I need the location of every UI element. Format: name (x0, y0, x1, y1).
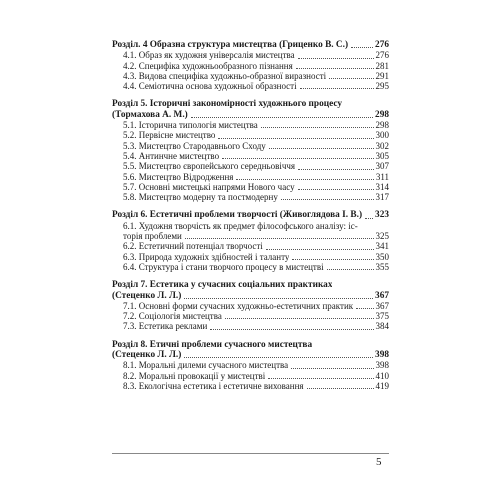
leader-dots (298, 168, 373, 170)
section-page-number: 298 (375, 109, 389, 120)
section-title[interactable] (112, 350, 389, 360)
leader-dots (300, 87, 374, 89)
entry-page-number: 410 (375, 370, 389, 381)
toc-entry[interactable] (112, 241, 389, 251)
section-title-text: (Стеценко Л. Л.) (112, 350, 182, 361)
toc-section (112, 99, 389, 202)
leader-dots (292, 258, 373, 260)
entry-page-number: 307 (375, 161, 389, 172)
leader-dots (298, 57, 374, 59)
entry-page-number: 291 (375, 70, 389, 81)
toc-entry-text: 6.1. Художня творчість як предмет філософського аналізу: іс- (123, 220, 358, 231)
entry-page-number: 300 (375, 130, 389, 141)
section-title[interactable] (112, 340, 389, 350)
entry-page-number: 350 (375, 251, 389, 262)
leader-dots (351, 46, 373, 48)
toc-entry[interactable] (112, 301, 389, 311)
toc-entry[interactable] (112, 221, 389, 231)
toc-entry[interactable] (112, 321, 389, 331)
entry-page-number: 276 (375, 50, 389, 61)
toc-entry[interactable] (112, 81, 389, 91)
section-title[interactable] (112, 210, 389, 220)
toc-entry-text: 5.6. Мистецтво Відродження (123, 171, 234, 182)
section-title[interactable] (112, 40, 389, 50)
page-number: 5 (376, 456, 382, 468)
toc-entry[interactable] (112, 381, 389, 391)
entry-page-number: 325 (375, 231, 389, 242)
leader-dots (218, 137, 373, 139)
leader-dots (327, 268, 374, 270)
toc-entry-text: 7.3. Естетика реклами (123, 321, 208, 332)
leader-dots (296, 67, 374, 69)
table-of-contents (112, 40, 389, 399)
leader-dots (184, 356, 373, 358)
toc-entry-text: 4.3. Видова специфіка художньо-образної виразності (123, 70, 327, 81)
toc-entry-text: 5.3. Мистецтво Стародавнього Сходу (123, 140, 266, 151)
toc-section (112, 280, 389, 331)
toc-entry-text: 6.3. Природа художніх здібностей і таланту (123, 251, 290, 262)
leader-dots (269, 147, 374, 149)
toc-entry[interactable] (112, 120, 389, 130)
section-title-text: Розділ 5. Історичні закономірності художнього процесу (112, 99, 342, 110)
toc-section (112, 40, 389, 91)
section-title-text: (Тормахова А. М.) (112, 109, 188, 120)
toc-entry[interactable] (112, 231, 389, 241)
leader-dots (191, 116, 373, 118)
leader-dots (236, 178, 373, 180)
leader-dots (365, 217, 373, 219)
toc-entry-text: 4.4. Семіотична основа художньої образності (123, 81, 297, 92)
leader-dots (268, 377, 373, 379)
leader-dots (184, 297, 373, 299)
toc-entry[interactable] (112, 311, 389, 321)
footer-rule (112, 453, 389, 454)
entry-page-number: 281 (375, 60, 389, 71)
entry-page-number: 314 (375, 181, 389, 192)
toc-entry[interactable] (112, 172, 389, 182)
section-title-text: Розділ 6. Естетичні проблеми творчості (Живоглядова І. В.) (112, 210, 363, 221)
leader-dots (356, 307, 373, 309)
leader-dots (185, 237, 374, 239)
toc-entry[interactable] (112, 141, 389, 151)
toc-section (112, 210, 389, 272)
section-title[interactable] (112, 99, 389, 109)
toc-entry-text: 5.2. Первісне мистецтво (123, 130, 216, 141)
toc-entry-text: 5.1. Історична типологія мистецтва (123, 120, 258, 131)
toc-entry[interactable] (112, 50, 389, 60)
section-title-text: (Стеценко Л. Л.) (112, 290, 182, 301)
entry-page-number: 302 (375, 140, 389, 151)
leader-dots (266, 248, 374, 250)
toc-section (112, 340, 389, 391)
section-title-text: Розділ. 4 Образна структура мистецтва (Гриценко В. С.) (112, 40, 349, 50)
toc-entry[interactable] (112, 61, 389, 71)
leader-dots (210, 328, 373, 330)
toc-entry-text: 4.1. Образ як художня універсалія мистецтва (123, 50, 295, 61)
toc-entry-text: 5.4. Антинчне мистецтво (123, 150, 220, 161)
toc-entry[interactable] (112, 151, 389, 161)
toc-entry-text: 7.2. Соціологія мистецтва (123, 311, 222, 322)
toc-entry[interactable] (112, 252, 389, 262)
toc-entry-text: 6.4. Структура і стани творчого процесу в мистецтві (123, 261, 324, 272)
entry-page-number: 298 (375, 120, 389, 131)
toc-entry-text: 8.2. Моральні провокації у мистецтві (123, 370, 266, 381)
leader-dots (298, 188, 374, 190)
entry-page-number: 317 (375, 192, 389, 203)
leader-dots (222, 157, 373, 159)
section-page-number: 323 (375, 210, 389, 221)
section-title-text: Розділ 8. Етичні проблеми сучасного мистецтва (112, 339, 313, 350)
section-title[interactable] (112, 280, 389, 290)
entry-page-number: 367 (375, 300, 389, 311)
toc-entry[interactable] (112, 71, 389, 81)
section-title-text: Розділ 7. Естетика у сучасних соціальних практиках (112, 280, 333, 291)
toc-entry-text: 4.2. Специфіка художньообразного пізнання (123, 60, 293, 71)
toc-entry-text: 5.5. Мистецтво європейського середньовіччя (123, 161, 296, 172)
toc-entry-text: 8.3. Екологічна естетика і естетичне виховання (123, 380, 304, 391)
leader-dots (225, 317, 374, 319)
toc-entry-text: 7.1. Основні форми сучасних художньо-естетичних практик (123, 300, 354, 311)
section-title[interactable] (112, 110, 389, 120)
section-page-number: 276 (375, 40, 389, 50)
toc-entry-text: торія проблеми (123, 231, 182, 242)
leader-dots (261, 126, 374, 128)
toc-entry-text: 5.8. Мистецтво модерну та постмодерну (123, 192, 278, 203)
toc-entry[interactable] (112, 182, 389, 192)
entry-page-number: 311 (375, 171, 389, 182)
leader-dots (307, 387, 374, 389)
toc-entry[interactable] (112, 262, 389, 272)
section-title[interactable] (112, 291, 389, 301)
entry-page-number: 305 (375, 150, 389, 161)
entry-page-number: 295 (375, 81, 389, 92)
toc-entry[interactable] (112, 360, 389, 370)
toc-entry[interactable] (112, 161, 389, 171)
entry-page-number: 375 (375, 311, 389, 322)
toc-entry-text: 8.1. Моральні дилеми сучасного мистецтва (123, 360, 289, 371)
toc-entry-text: 5.7. Основні мистецькі напрями Нового часу (123, 181, 295, 192)
entry-page-number: 341 (375, 241, 389, 252)
entry-page-number: 419 (375, 380, 389, 391)
section-page-number: 398 (375, 350, 389, 361)
toc-entry-text: 6.2. Естетичний потенціал творчості (123, 241, 263, 252)
entry-page-number: 384 (375, 321, 389, 332)
leader-dots (281, 198, 374, 200)
toc-entry[interactable] (112, 371, 389, 381)
toc-entry[interactable] (112, 192, 389, 202)
entry-page-number: 355 (375, 261, 389, 272)
section-page-number: 367 (375, 290, 389, 301)
leader-dots (329, 77, 373, 79)
toc-entry[interactable] (112, 130, 389, 140)
leader-dots (291, 367, 373, 369)
entry-page-number: 398 (375, 360, 389, 371)
